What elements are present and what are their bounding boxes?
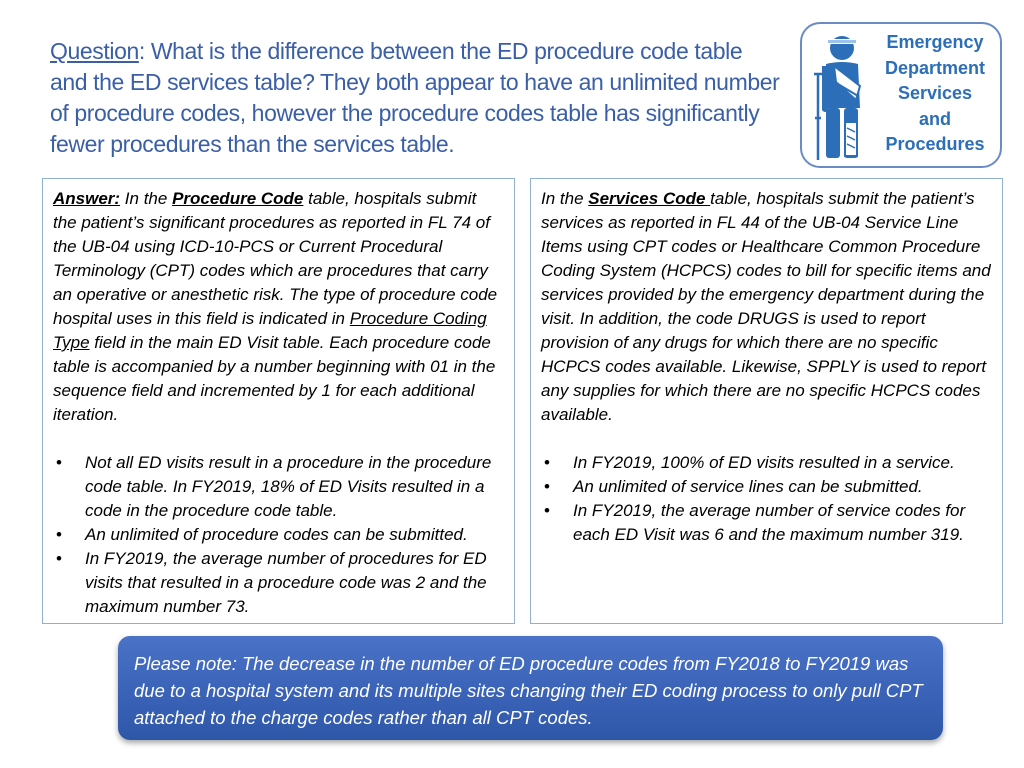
logo-line: Services	[897, 83, 973, 103]
text-run: table, hospitals submit the patient’s services as reported in FL 44 of the UB-04 Service Line Items using CPT codes or Healthcare Common Procedure Coding System (HCPCS) codes to bill for specific items and services provided by the emergency department during the visit. In addition, the code DRUGS is used to report provision of any drugs for which there are no specific HCPCS codes available. Likewise, SPPLY is used to report any supplies for which there are no specific HCPCS codes available.	[541, 189, 991, 424]
ed-services-logo	[800, 22, 1002, 168]
question-text: : What is the difference between the ED procedure code table and the ED services table? They both appear to have an unlimited number of procedure codes, however the procedure codes table has significantly fewer procedures than the services table.	[50, 38, 780, 157]
please-note-box	[118, 636, 943, 740]
logo-line: Department	[884, 57, 986, 78]
list-item: • In FY2019, the average number of procedures for ED visits that resulted in a procedure code was 2 and the maximum number 73.	[53, 547, 504, 619]
procedure-answer-paragraph	[53, 187, 504, 427]
list-item: • Not all ED visits result in a procedure in the procedure code table. In FY2019, 18% of ED Visits resulted in a code in the procedure code table.	[53, 451, 504, 523]
note-text: Please note: The decrease in the number of ED procedure codes from FY2018 to FY2019 was due to a hospital system and its multiple sites changing their ED coding process to only pull CPT attached to the charge codes rather than all CPT codes.	[134, 653, 923, 728]
text-run: table, hospitals submit the patient’s significant procedures as reported in FL 74 of the UB-04 using ICD-10-PCS or Current Procedural Terminology (CPT) codes which are procedures that carry an operative or anesthetic risk. The type of procedure code hospital uses in this field is indicated in	[53, 189, 498, 328]
services-paragraph	[541, 187, 992, 427]
logo-line: and	[918, 108, 951, 129]
list-item: • In FY2019, the average number of service codes for each ED Visit was 6 and the maximum number 319.	[541, 499, 992, 547]
services-code-panel	[530, 178, 1003, 624]
procedure-code-term: Procedure Code	[172, 189, 304, 208]
list-item: • In FY2019, 100% of ED visits resulted in a service.	[541, 451, 992, 475]
text-run: field in the main ED Visit table. Each procedure code table is accompanied by a number beginning with 01 in the sequence field and incremented by 1 for each additional iteration.	[53, 333, 496, 424]
injured-person-icon	[812, 30, 874, 164]
logo-title	[874, 30, 996, 158]
procedure-coding-type-term: Procedure Coding Type	[53, 309, 487, 352]
text-run: In the	[541, 189, 589, 208]
list-item: • An unlimited of procedure codes can be submitted.	[53, 523, 504, 547]
logo-line: Emergency	[886, 32, 984, 52]
question-heading	[50, 36, 780, 160]
list-item: • An unlimited of service lines can be submitted.	[541, 475, 992, 499]
services-bullet-list	[541, 451, 992, 547]
text-run: In the	[120, 189, 173, 208]
logo-line: Procedures	[885, 134, 985, 154]
question-label: Question	[50, 38, 139, 64]
procedure-bullet-list	[53, 451, 504, 619]
answer-label: Answer:	[53, 189, 121, 208]
procedure-code-panel	[42, 178, 515, 624]
services-code-term: Services Code	[588, 189, 711, 208]
